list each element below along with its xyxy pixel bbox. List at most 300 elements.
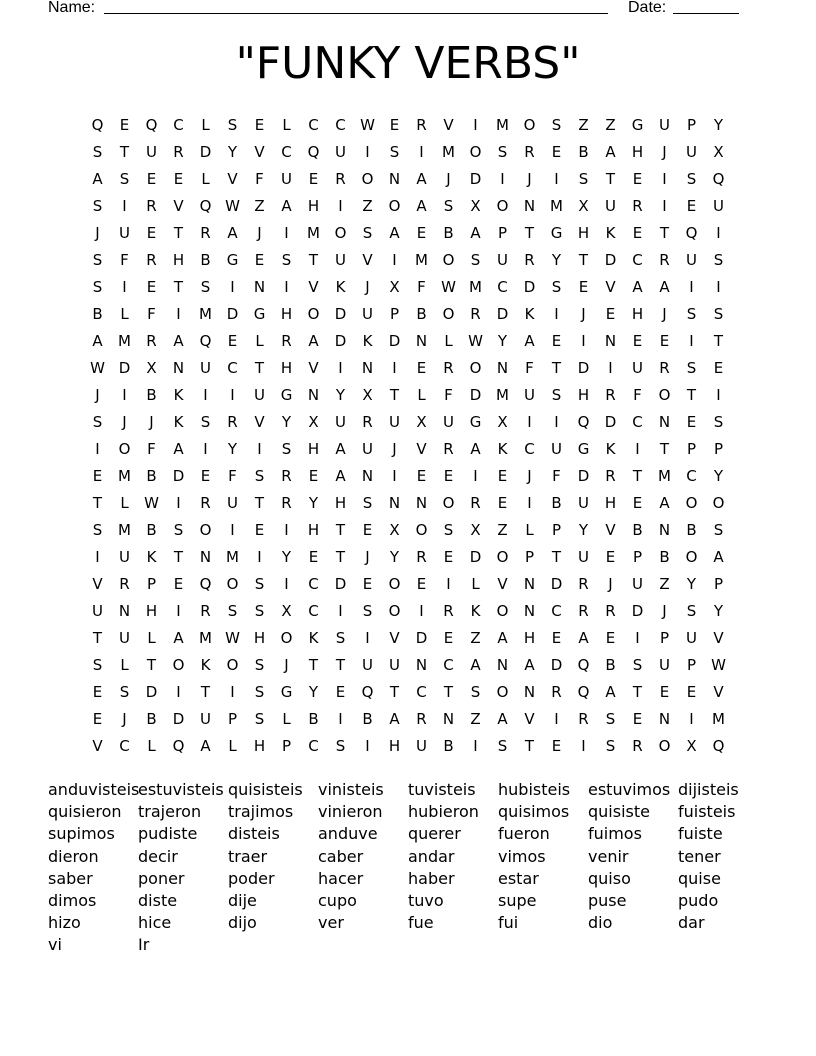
grid-letter: I [473, 115, 478, 134]
grid-letter: S [578, 169, 589, 188]
grid-letter: H [631, 142, 644, 161]
grid-letter: S [551, 277, 562, 296]
grid-letter: I [608, 358, 613, 377]
grid-letter: S [686, 169, 697, 188]
grid-letter: I [689, 331, 694, 350]
grid-letter: E [443, 628, 454, 647]
grid-letter: R [200, 601, 211, 620]
grid-letter: U [119, 628, 130, 647]
grid-letter: H [172, 250, 185, 269]
grid-letter: J [392, 439, 397, 458]
grid-letter: T [92, 628, 103, 647]
grid-letter: A [470, 223, 481, 242]
grid-letter: R [632, 736, 643, 755]
grid-letter: N [388, 493, 401, 512]
grid-letter: E [362, 520, 373, 539]
grid-letter: I [716, 277, 721, 296]
grid-letter: T [551, 547, 562, 566]
grid-letter: C [443, 655, 454, 674]
grid-letter: U [146, 142, 157, 161]
grid-letter: R [605, 385, 616, 404]
grid-letter: E [443, 547, 454, 566]
grid-letter: S [686, 601, 697, 620]
grid-letter: D [334, 331, 347, 350]
grid-letter: S [92, 277, 103, 296]
grid-letter: B [605, 655, 616, 674]
grid-letter: E [632, 709, 643, 728]
grid-letter: I [176, 682, 181, 701]
grid-letter: I [122, 385, 127, 404]
grid-letter: T [335, 547, 346, 566]
grid-letter: N [253, 277, 266, 296]
grid-letter: B [146, 385, 157, 404]
grid-letter: O [523, 115, 536, 134]
grid-letter: M [226, 547, 239, 566]
grid-letter: R [524, 142, 535, 161]
grid-letter: I [716, 385, 721, 404]
grid-letter: G [280, 385, 293, 404]
grid-letter: Y [497, 331, 508, 350]
grid-letter: K [146, 547, 157, 566]
grid-letter: V [92, 574, 103, 593]
grid-letter: H [577, 223, 590, 242]
grid-letter: S [254, 709, 265, 728]
grid-letter: L [282, 709, 291, 728]
grid-letter: E [605, 628, 616, 647]
grid-letter: U [713, 196, 724, 215]
grid-letter: E [254, 520, 265, 539]
grid-letter: S [362, 601, 373, 620]
grid-letter: G [469, 412, 482, 431]
grid-letter: Z [578, 115, 589, 134]
grid-letter: U [578, 547, 589, 566]
grid-letter: S [713, 250, 724, 269]
grid-letter: Y [335, 385, 346, 404]
grid-letter: Q [685, 223, 698, 242]
grid-letter: S [254, 682, 265, 701]
grid-letter: Y [713, 115, 724, 134]
grid-letter: K [470, 601, 481, 620]
grid-letter: I [392, 358, 397, 377]
grid-letter: D [172, 466, 185, 485]
grid-letter: U [416, 736, 427, 755]
grid-letter: N [442, 709, 455, 728]
grid-letter: I [365, 142, 370, 161]
grid-letter: X [308, 412, 319, 431]
grid-letter: F [552, 466, 561, 485]
grid-letter: I [392, 250, 397, 269]
grid-letter: E [173, 574, 184, 593]
grid-letter: S [200, 277, 211, 296]
grid-letter: U [686, 142, 697, 161]
grid-letter: D [226, 304, 239, 323]
grid-letter: M [496, 115, 509, 134]
grid-letter: I [446, 574, 451, 593]
grid-letter: S [470, 250, 481, 269]
grid-letter: L [120, 493, 129, 512]
grid-letter: S [497, 142, 508, 161]
grid-letter: E [443, 466, 454, 485]
grid-letter: E [686, 412, 697, 431]
word-bank-item: andar [408, 846, 455, 866]
grid-letter: N [172, 358, 185, 377]
grid-letter: P [524, 547, 535, 566]
grid-letter: V [443, 115, 454, 134]
grid-letter: E [92, 466, 103, 485]
grid-letter: R [119, 574, 130, 593]
grid-letter: S [335, 628, 346, 647]
grid-letter: I [581, 736, 586, 755]
grid-letter: Y [551, 250, 562, 269]
grid-letter: N [415, 655, 428, 674]
grid-letter: A [659, 493, 670, 512]
grid-letter: H [307, 196, 320, 215]
grid-letter: X [497, 412, 508, 431]
grid-letter: K [605, 223, 616, 242]
word-bank-item: dar [678, 913, 705, 933]
grid-letter: I [365, 628, 370, 647]
grid-letter: C [173, 115, 184, 134]
grid-letter: Y [578, 520, 589, 539]
grid-letter: R [443, 601, 454, 620]
grid-letter: X [470, 196, 481, 215]
grid-letter: N [523, 574, 536, 593]
word-bank-item: fuimos [588, 824, 642, 844]
grid-letter: E [659, 682, 670, 701]
grid-letter: N [118, 601, 131, 620]
grid-letter: M [712, 709, 725, 728]
grid-letter: E [632, 223, 643, 242]
grid-letter: K [173, 412, 184, 431]
grid-letter: I [554, 412, 559, 431]
grid-letter: R [605, 601, 616, 620]
grid-letter: S [92, 142, 103, 161]
grid-letter: I [203, 439, 208, 458]
grid-letter: Q [199, 196, 212, 215]
word-bank-item: supe [498, 890, 537, 910]
grid-letter: R [416, 709, 427, 728]
grid-letter: C [227, 358, 238, 377]
grid-letter: X [146, 358, 157, 377]
grid-letter: D [415, 628, 428, 647]
grid-letter: W [360, 115, 375, 134]
grid-letter: I [527, 412, 532, 431]
grid-letter: Y [713, 466, 724, 485]
grid-letter: J [662, 142, 667, 161]
grid-letter: C [497, 277, 508, 296]
grid-letter: O [307, 304, 320, 323]
word-bank-item: querer [408, 824, 461, 844]
grid-letter: X [470, 520, 481, 539]
grid-letter: Y [281, 547, 292, 566]
grid-letter: A [713, 547, 724, 566]
grid-letter: B [659, 547, 670, 566]
grid-letter: E [308, 547, 319, 566]
grid-letter: I [230, 682, 235, 701]
grid-letter: A [416, 169, 427, 188]
grid-letter: E [92, 682, 103, 701]
grid-letter: R [659, 358, 670, 377]
word-bank-item: quise [678, 868, 721, 888]
word-bank-item: quisimos [498, 802, 570, 822]
grid-letter: W [468, 331, 483, 350]
grid-letter: L [282, 115, 291, 134]
grid-letter: E [416, 358, 427, 377]
grid-letter: A [389, 709, 400, 728]
grid-letter: M [118, 520, 131, 539]
grid-letter: A [605, 682, 616, 701]
grid-letter: I [122, 277, 127, 296]
grid-letter: H [334, 493, 347, 512]
grid-letter: X [362, 385, 373, 404]
word-bank-item: cupo [318, 890, 357, 910]
grid-letter: E [551, 331, 562, 350]
grid-letter: X [578, 196, 589, 215]
grid-letter: O [226, 574, 239, 593]
grid-letter: B [416, 304, 427, 323]
grid-letter: S [389, 142, 400, 161]
word-bank-item: hubieron [408, 802, 479, 822]
grid-letter: P [659, 628, 670, 647]
grid-letter: E [173, 169, 184, 188]
grid-letter: I [176, 601, 181, 620]
grid-letter: A [335, 466, 346, 485]
grid-letter: I [716, 223, 721, 242]
grid-letter: O [658, 736, 671, 755]
grid-letter: S [92, 250, 103, 269]
grid-letter: P [146, 574, 157, 593]
grid-letter: I [689, 709, 694, 728]
grid-letter: S [686, 358, 697, 377]
grid-letter: E [308, 169, 319, 188]
word-bank-item: pudo [678, 890, 719, 910]
grid-letter: H [577, 385, 590, 404]
grid-letter: B [146, 466, 157, 485]
grid-letter: I [284, 277, 289, 296]
grid-letter: X [416, 412, 427, 431]
grid-letter: R [146, 250, 157, 269]
grid-letter: P [227, 709, 238, 728]
grid-letter: H [388, 736, 401, 755]
word-bank-item: Ir [138, 935, 150, 955]
grid-letter: A [632, 277, 643, 296]
word-bank-item: fuiste [678, 824, 723, 844]
grid-letter: T [92, 493, 103, 512]
word-bank-item: quiso [588, 868, 631, 888]
grid-letter: D [577, 358, 590, 377]
grid-letter: A [200, 736, 211, 755]
grid-letter: H [253, 736, 266, 755]
grid-letter: A [416, 196, 427, 215]
word-bank-item: estuvisteis [138, 780, 224, 799]
grid-letter: F [147, 439, 156, 458]
grid-letter: Q [712, 169, 725, 188]
grid-letter: S [713, 412, 724, 431]
grid-letter: V [227, 169, 238, 188]
grid-letter: A [497, 628, 508, 647]
grid-letter: E [713, 358, 724, 377]
grid-letter: S [92, 412, 103, 431]
grid-letter: D [469, 169, 482, 188]
grid-letter: N [199, 547, 212, 566]
grid-letter: U [632, 574, 643, 593]
grid-letter: A [524, 331, 535, 350]
grid-letter: S [173, 520, 184, 539]
grid-letter: P [686, 655, 697, 674]
grid-letter: A [92, 169, 103, 188]
grid-letter: O [334, 223, 347, 242]
grid-letter: L [525, 520, 534, 539]
grid-letter: J [122, 412, 127, 431]
grid-letter: G [253, 304, 266, 323]
grid-letter: B [443, 736, 454, 755]
grid-letter: K [200, 655, 211, 674]
name-label: Name: [48, 0, 96, 16]
grid-letter: R [173, 142, 184, 161]
grid-letter: A [92, 331, 103, 350]
grid-letter: H [307, 520, 320, 539]
grid-letter: T [308, 250, 319, 269]
word-bank-item: estuvimos [588, 780, 671, 799]
grid-letter: R [200, 493, 211, 512]
grid-letter: H [631, 304, 644, 323]
grid-letter: D [334, 304, 347, 323]
grid-letter: K [173, 385, 184, 404]
word-bank-item: fui [498, 913, 519, 933]
grid-letter: D [550, 574, 563, 593]
grid-letter: I [338, 709, 343, 728]
grid-letter: I [284, 520, 289, 539]
grid-letter: F [633, 385, 642, 404]
grid-letter: Y [686, 574, 697, 593]
grid-letter: I [527, 493, 532, 512]
grid-letter: R [578, 709, 589, 728]
grid-letter: J [662, 304, 667, 323]
grid-letter: L [147, 736, 156, 755]
grid-letter: E [362, 574, 373, 593]
word-bank-item: haber [408, 868, 455, 888]
grid-letter: E [497, 493, 508, 512]
grid-letter: W [144, 493, 159, 512]
grid-letter: E [389, 115, 400, 134]
grid-letter: N [496, 358, 509, 377]
grid-letter: C [632, 250, 643, 269]
grid-letter: B [146, 709, 157, 728]
grid-letter: E [227, 331, 238, 350]
grid-letter: D [577, 466, 590, 485]
grid-letter: T [443, 682, 454, 701]
word-bank-item: dio [588, 913, 613, 933]
grid-letter: G [280, 682, 293, 701]
grid-letter: X [686, 736, 697, 755]
grid-letter: K [308, 628, 319, 647]
grid-letter: V [254, 412, 265, 431]
worksheet-header [48, 0, 748, 19]
grid-letter: I [257, 439, 262, 458]
grid-letter: T [605, 169, 616, 188]
grid-letter: A [389, 223, 400, 242]
grid-letter: A [335, 439, 346, 458]
grid-letter: Q [577, 682, 590, 701]
word-bank-item: fueron [498, 824, 550, 844]
grid-letter: R [200, 223, 211, 242]
word-bank-item: saber [48, 868, 93, 888]
grid-letter: P [686, 115, 697, 134]
grid-letter: L [417, 385, 426, 404]
grid-letter: M [307, 223, 320, 242]
grid-letter: T [254, 358, 265, 377]
grid-letter: Y [227, 142, 238, 161]
grid-letter: Y [281, 412, 292, 431]
grid-letter: I [635, 439, 640, 458]
grid-letter: Y [713, 601, 724, 620]
word-bank-item: hacer [318, 868, 364, 888]
word-bank-item: ver [318, 913, 344, 933]
grid-letter: B [146, 520, 157, 539]
grid-letter: S [92, 655, 103, 674]
grid-letter: V [605, 520, 616, 539]
grid-letter: U [254, 385, 265, 404]
grid-letter: U [119, 223, 130, 242]
grid-letter: O [172, 655, 185, 674]
grid-letter: H [280, 304, 293, 323]
grid-letter: B [200, 250, 211, 269]
grid-letter: R [524, 250, 535, 269]
grid-letter: J [662, 601, 667, 620]
grid-letter: I [203, 385, 208, 404]
grid-letter: Q [577, 655, 590, 674]
word-bank-item: vimos [498, 846, 546, 866]
grid-letter: Q [199, 331, 212, 350]
grid-letter: B [551, 493, 562, 512]
grid-letter: R [659, 250, 670, 269]
grid-letter: O [442, 250, 455, 269]
grid-letter: B [443, 223, 454, 242]
grid-letter: R [416, 547, 427, 566]
grid-letter: V [605, 277, 616, 296]
grid-letter: U [524, 385, 535, 404]
grid-letter: K [524, 304, 535, 323]
grid-letter: S [713, 304, 724, 323]
grid-letter: S [254, 466, 265, 485]
grid-letter: O [118, 439, 131, 458]
word-bank-item: estar [498, 868, 539, 888]
grid-letter: L [201, 115, 210, 134]
grid-letter: E [686, 682, 697, 701]
grid-letter: E [335, 682, 346, 701]
grid-letter: S [254, 574, 265, 593]
grid-letter: U [389, 655, 400, 674]
grid-letter: E [686, 196, 697, 215]
grid-letter: C [308, 601, 319, 620]
grid-letter: Q [91, 115, 104, 134]
grid-letter: I [230, 277, 235, 296]
word-bank-item: vinisteis [318, 780, 384, 799]
grid-letter: I [338, 601, 343, 620]
grid-letter: O [469, 358, 482, 377]
grid-letter: K [497, 439, 508, 458]
grid-letter: B [632, 520, 643, 539]
grid-letter: Z [362, 196, 373, 215]
grid-letter: T [713, 331, 724, 350]
grid-letter: C [632, 412, 643, 431]
grid-letter: I [338, 196, 343, 215]
grid-letter: H [523, 628, 536, 647]
word-bank-item: poner [138, 868, 185, 888]
page-title: "FUNKY VERBS" [235, 38, 581, 89]
grid-letter: D [631, 601, 644, 620]
grid-letter: A [308, 331, 319, 350]
